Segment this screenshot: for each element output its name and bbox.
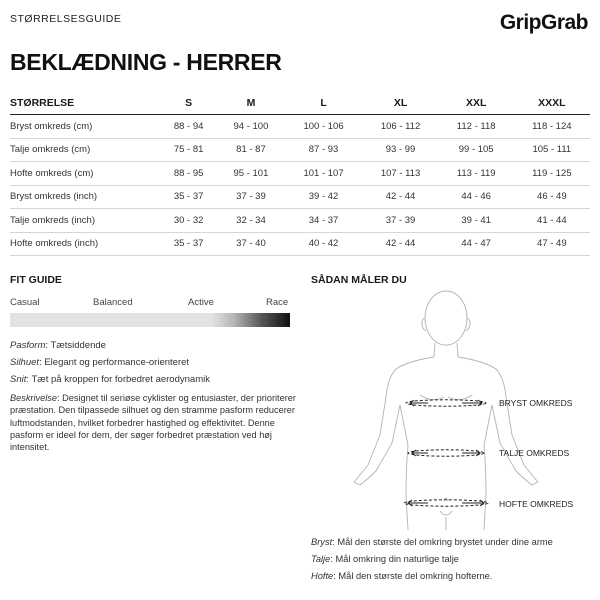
table-cell: 94 - 100	[217, 115, 284, 139]
waist-label: TALJE OMKREDS	[499, 448, 570, 458]
table-cell: 37 - 39	[362, 209, 438, 233]
table-cell: 42 - 44	[362, 185, 438, 209]
table-row	[10, 209, 590, 233]
table-cell: 81 - 87	[217, 138, 284, 162]
pasform-label: Pasform	[10, 340, 46, 351]
table-cell: 37 - 39	[217, 185, 284, 209]
row-header: STØRRELSE	[10, 92, 160, 115]
silhuet-line	[10, 357, 189, 370]
table-cell: 39 - 42	[285, 185, 363, 209]
column-header: L	[285, 92, 363, 115]
pasform-value: : Tætsiddende	[45, 340, 106, 351]
note-chest-label: Bryst	[311, 537, 333, 547]
table-cell: 37 - 40	[217, 232, 284, 256]
column-header: XXXL	[514, 92, 590, 115]
column-header: XL	[362, 92, 438, 115]
table-cell: 88 - 94	[160, 115, 217, 139]
body-outline	[354, 291, 538, 530]
brand-logo: GripGrab	[499, 11, 588, 34]
snit-line	[10, 374, 210, 387]
table-cell: 30 - 32	[160, 209, 217, 233]
table-cell: 40 - 42	[285, 232, 363, 256]
page-title: BEKLÆDNING - HERRER	[10, 49, 282, 75]
note-waist-text: : Mål omkring din naturlige talje	[330, 554, 459, 564]
note-hip-text: : Mål den største del omkring hofterne.	[333, 571, 493, 581]
table-cell: 39 - 41	[439, 209, 514, 233]
table-cell: 105 - 111	[514, 138, 590, 162]
table-cell: 113 - 119	[439, 162, 514, 186]
beskrivelse-text: : Designet til seriøse cyklister og entusiaster, der prioriterer præstation. Den tilpassede silhuet og den stramme pasform reducerer luftmodstanden, hvilket forbedrer hastighed og effektivitet. Denne pasform er ideel for dem, der søger forbedret præstation ved høj intensitet.	[10, 393, 296, 453]
table-cell: 41 - 44	[514, 209, 590, 233]
guide-title: STØRRELSESGUIDE	[10, 13, 122, 25]
beskrivelse-paragraph	[10, 392, 300, 453]
table-cell: 35 - 37	[160, 232, 217, 256]
size-table	[10, 92, 590, 256]
note-waist	[311, 554, 459, 564]
row-label: Bryst omkreds (inch)	[10, 185, 160, 209]
table-cell: 47 - 49	[514, 232, 590, 256]
row-label: Hofte omkreds (inch)	[10, 232, 160, 256]
snit-label: Snit	[10, 374, 27, 385]
scale-label-balanced: Balanced	[93, 297, 133, 308]
column-header: S	[160, 92, 217, 115]
table-row	[10, 162, 590, 186]
table-header-row	[10, 92, 590, 115]
note-hip	[311, 571, 492, 581]
table-cell: 95 - 101	[217, 162, 284, 186]
table-cell: 44 - 47	[439, 232, 514, 256]
table-cell: 107 - 113	[362, 162, 438, 186]
table-cell: 88 - 95	[160, 162, 217, 186]
table-cell: 42 - 44	[362, 232, 438, 256]
table-cell: 46 - 49	[514, 185, 590, 209]
measurement-guides	[404, 400, 488, 506]
table-cell: 32 - 34	[217, 209, 284, 233]
scale-label-race: Race	[266, 297, 289, 308]
beskrivelse-label: Beskrivelse	[10, 393, 57, 403]
table-cell: 35 - 37	[160, 185, 217, 209]
table-cell: 99 - 105	[439, 138, 514, 162]
table-cell: 112 - 118	[439, 115, 514, 139]
table-cell: 119 - 125	[514, 162, 590, 186]
row-label: Bryst omkreds (cm)	[10, 115, 160, 139]
table-row	[10, 138, 590, 162]
fit-guide-title: FIT GUIDE	[10, 274, 62, 286]
chest-label: BRYST OMKREDS	[499, 398, 573, 408]
scale-label-casual: Casual	[10, 297, 40, 308]
note-chest-text: : Mål den største del omkring brystet under dine arme	[332, 537, 553, 547]
snit-value: : Tæt på kroppen for forbedret aerodynamik	[26, 374, 210, 385]
fit-scale-bar	[10, 313, 290, 327]
note-waist-label: Talje	[311, 554, 331, 564]
table-cell: 44 - 46	[439, 185, 514, 209]
column-header: M	[217, 92, 284, 115]
table-cell: 118 - 124	[514, 115, 590, 139]
table-cell: 75 - 81	[160, 138, 217, 162]
row-label: Hofte omkreds (cm)	[10, 162, 160, 186]
table-row	[10, 115, 590, 139]
table-cell: 93 - 99	[362, 138, 438, 162]
scale-label-active: Active	[188, 297, 214, 308]
table-row	[10, 232, 590, 256]
row-label: Talje omkreds (inch)	[10, 209, 160, 233]
table-cell: 34 - 37	[285, 209, 363, 233]
table-row	[10, 185, 590, 209]
pasform-line	[10, 340, 106, 353]
row-label: Talje omkreds (cm)	[10, 138, 160, 162]
silhuet-value: : Elegant og performance-orienteret	[39, 357, 190, 368]
column-header: XXL	[439, 92, 514, 115]
table-cell: 106 - 112	[362, 115, 438, 139]
note-chest	[311, 537, 553, 547]
table-cell: 101 - 107	[285, 162, 363, 186]
table-cell: 87 - 93	[285, 138, 363, 162]
hip-label: HOFTE OMKREDS	[499, 499, 574, 509]
note-hip-label: Hofte	[311, 571, 334, 581]
table-cell: 100 - 106	[285, 115, 363, 139]
silhuet-label: Silhuet	[10, 357, 40, 368]
how-to-measure-title: SÅDAN MÅLER DU	[311, 274, 407, 286]
